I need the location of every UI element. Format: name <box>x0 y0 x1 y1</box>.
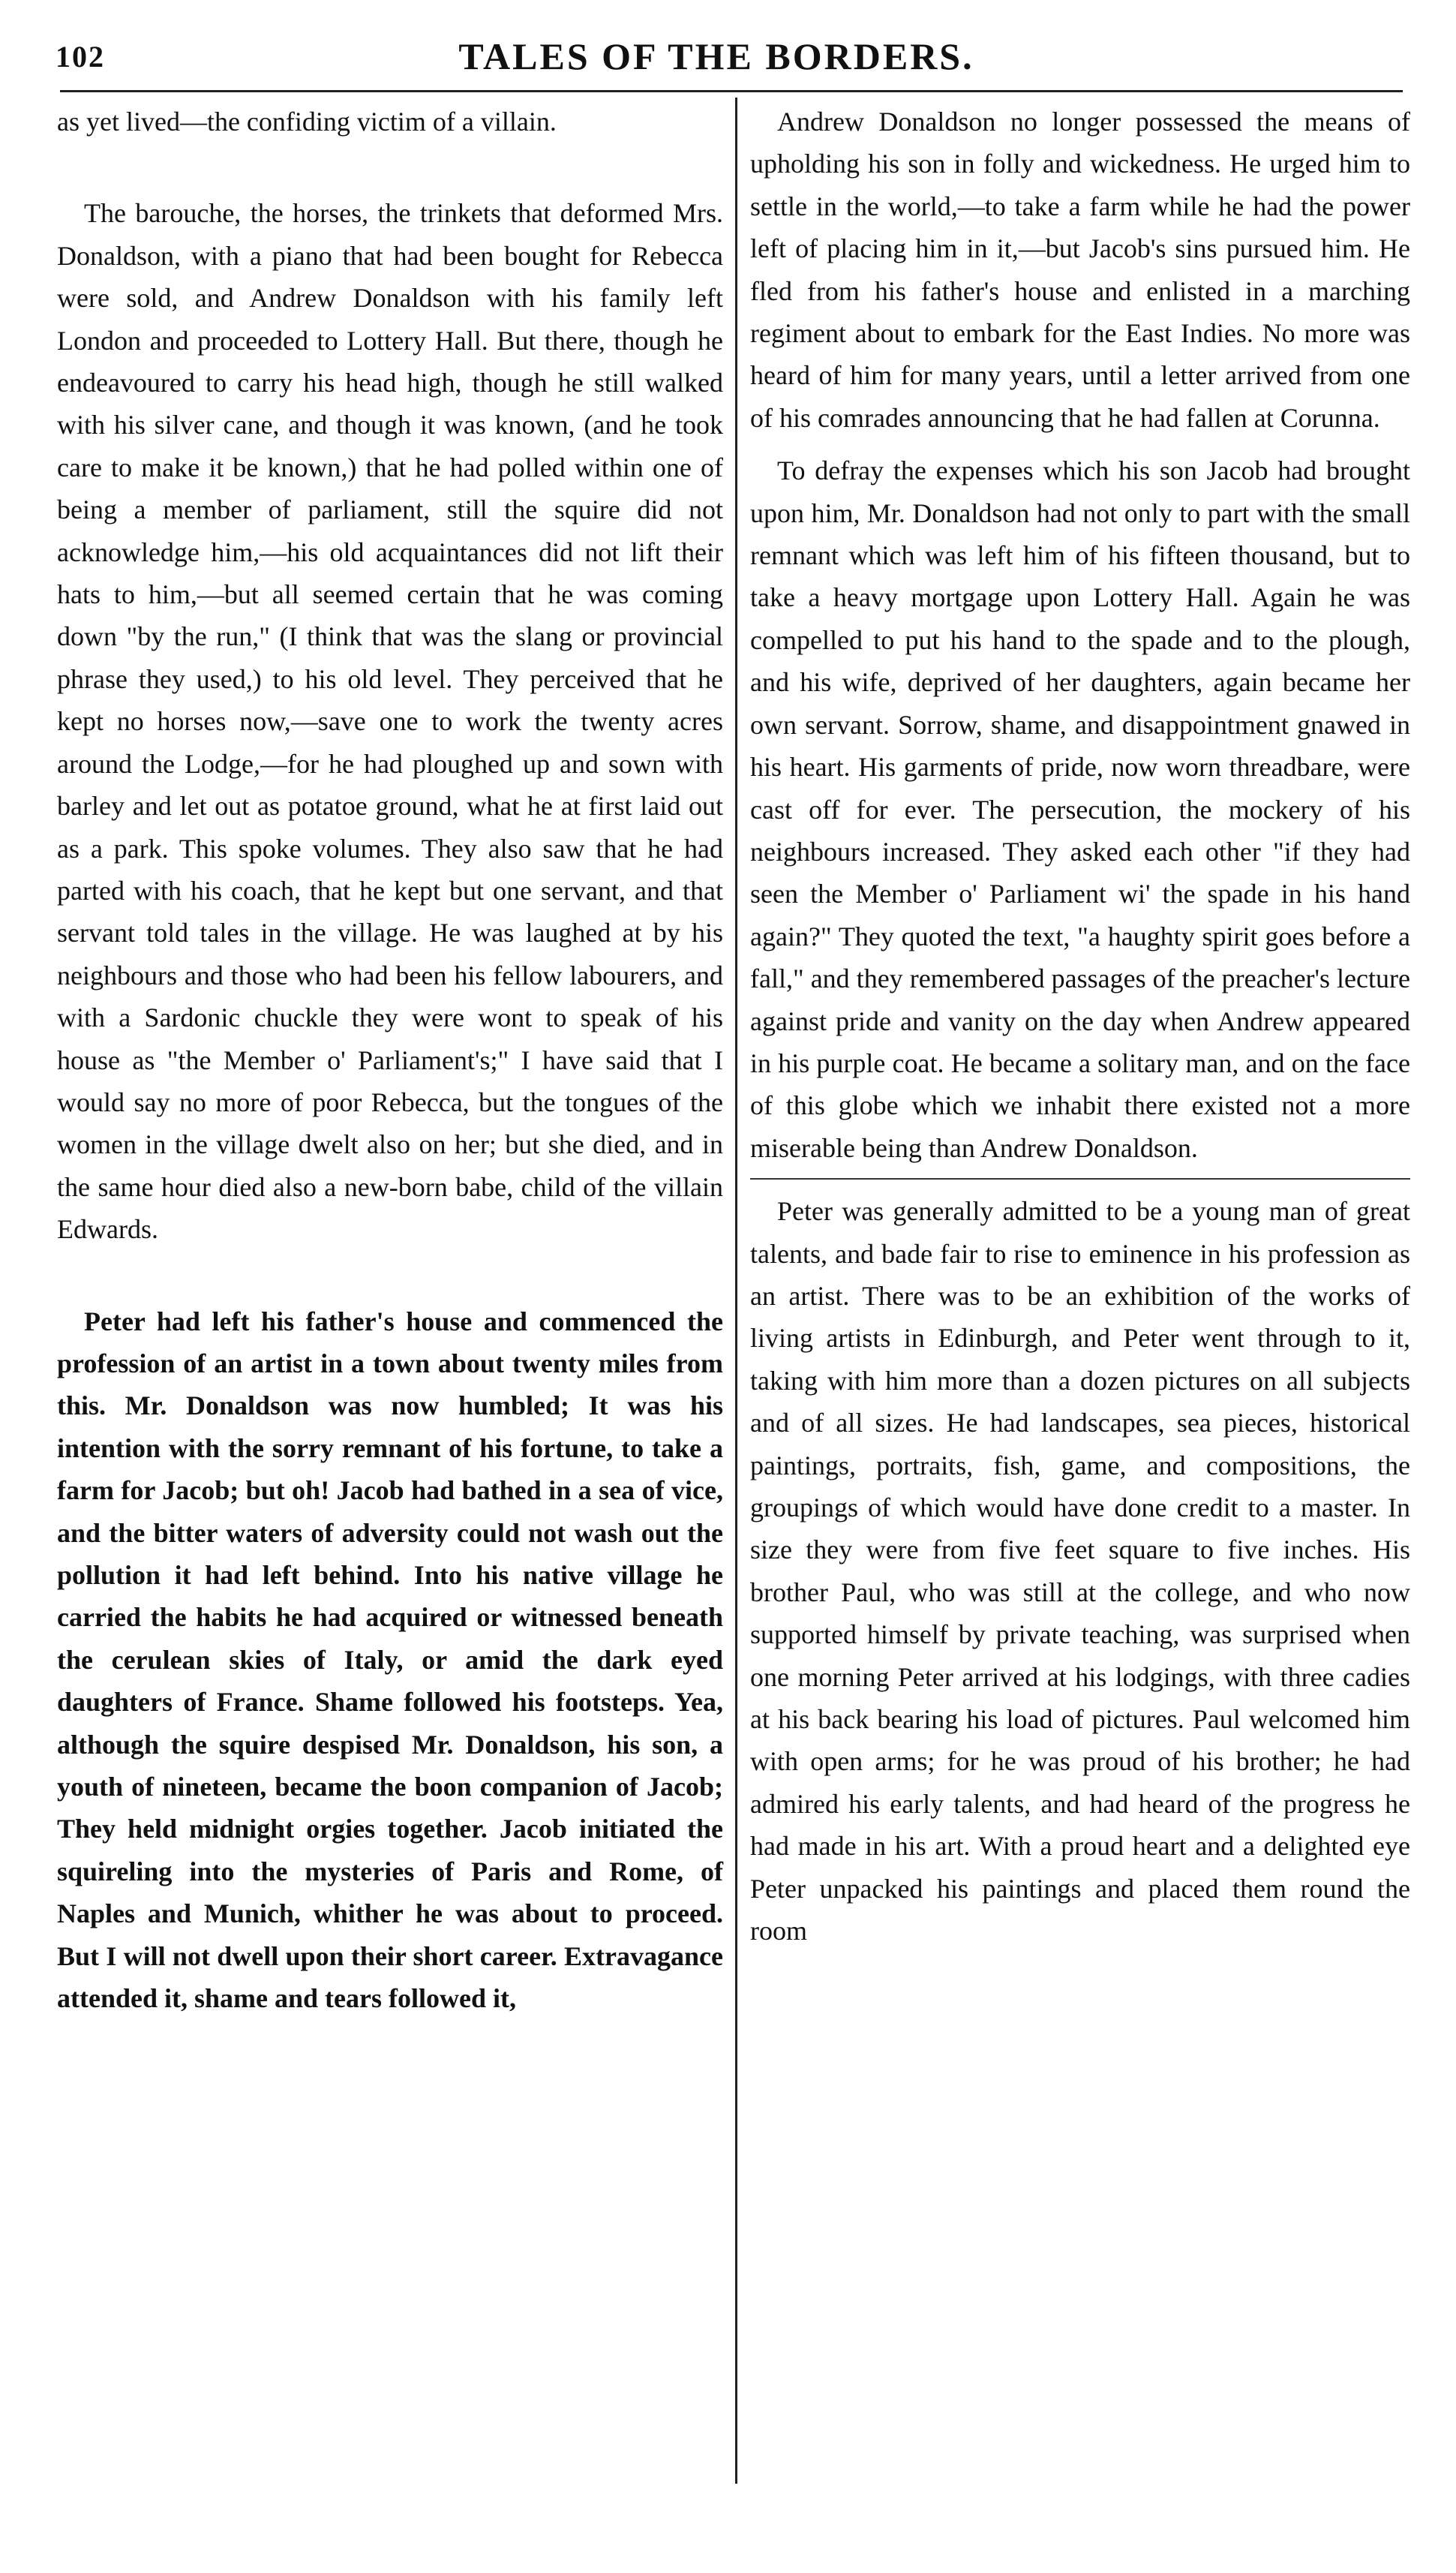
paragraph: To defray the expenses which his son Jacob had brought upon him, Mr. Donaldson had not only to part with the small remnant which was left him of his fifteen thousand, but to take a heavy mortgage upon Lottery Hall. Again he was compelled to put his hand to the spade and to the plough, and his wife, deprived of her daughters, again became her own servant. Sorrow, shame, and disappointment gnawed in his heart. His garments of pride, now worn threadbare, were cast off for ever. The persecution, the mockery of his neighbours increased. They asked each other "if they had seen the Member o' Parliament wi' the spade in his hand again?" They quoted the text, "a haughty spirit goes before a fall," and they remembered passages of the preacher's lecture against pride and vanity on the day when Andrew appeared in his purple coat. He became a solitary man, and on the face of this globe which we inhabit there existed not a more miserable being than Andrew Donaldson. <box>750 455 1410 1163</box>
paragraph: Peter had left his father's house and commenced the profession of an artist in a town about twenty miles from this. Mr. Donaldson was now humbled; It was his intention with the sorry remnant of his fortune, to take a farm for Jacob; but oh! Jacob had bathed in a sea of vice, and the bitter waters of adversity could not wash out the pollution it had left behind. Into his native village he carried the habits he had acquired or witnessed beneath the cerulean skies of Italy, or amid the dark eyed daughters of France. Shame followed his footsteps. Yea, although the squire despised Mr. Donaldson, his son, a youth of nineteen, became the boon companion of Jacob; They held midnight orgies together. Jacob initiated the squireling into the mysteries of Paris and Rome, of Naples and Munich, whither he was about to proceed. But I will not dwell upon their short career. Extravagance attended it, shame and tears followed it, <box>57 1306 723 2014</box>
page-number: 102 <box>56 40 105 74</box>
running-title: TALES OF THE BORDERS. <box>458 35 974 77</box>
running-head <box>30 35 1403 87</box>
paragraph-rule <box>750 1178 1410 1180</box>
left-column <box>57 101 723 2019</box>
paragraph: Andrew Donaldson no longer possessed the means of upholding his son in folly and wickedness. He urged him to settle in the world,—to take a farm while he had the power left of placing him in it,—but Jacob's sins pursued him. He fled from his father's house and enlisted in a marching regiment about to embark for the East Indies. No more was heard of him for many years, until a letter arrived from one of his comrades announcing that he had fallen at Corunna. <box>750 107 1410 433</box>
paragraph: Peter was generally admitted to be a young man of great talents, and bade fair to rise to eminence in his profession as an artist. There was to be an exhibition of the works of living artists in Edinburgh, and Peter went through to it, taking with him more than a dozen pictures on all subjects and of all sizes. He had landscapes, sea pieces, historical paintings, portraits, fish, game, and compositions, the groupings of which would have done credit to a master. In size they were from five feet square to five inches. His brother Paul, who was still at the college, and who now supported himself by private teaching, was surprised when one morning Peter arrived at his lodgings, with three cadies at his back bearing his load of pictures. Paul welcomed him with open arms; for he was proud of his brother; he had admired his early talents, and had heard of the progress he had made in his art. With a proud heart and a delighted eye Peter unpacked his paintings and placed them round the room <box>750 1196 1410 1946</box>
right-column <box>750 101 1410 1952</box>
paragraph: as yet lived—the confiding victim of a villain. <box>57 107 557 137</box>
header-rule <box>60 90 1403 92</box>
paragraph: The barouche, the horses, the trinkets that deformed Mrs. Donaldson, with a piano that had been bought for Rebecca were sold, and Andrew Donaldson with his family left London and proceeded to Lottery Hall. But there, though he endeavoured to carry his head high, though he still walked with his silver cane, and though it was known, (and he took care to make it be known,) that he had polled within one of being a member of parliament, still the squire did not acknowledge him,—his old acquaintances did not lift their hats to him,—but all seemed certain that he was coming down "by the run," (I think that was the slang or provincial phrase they used,) to his old level. They perceived that he kept no horses now,—save one to work the twenty acres around the Lodge,—for he had ploughed up and sown with barley and let out as potatoe ground, what he at first laid out as a park. This spoke volumes. They also saw that he had parted with his coach, that he kept but one servant, and that servant told tales in the village. He was laughed at by his neighbours and those who had been his fellow labourers, and with a Sardonic chuckle they were wont to speak of his house as "the Member o' Parliament's;" I have said that I would say no more of poor Rebecca, but the tongues of the women in the village dwelt also on her; but she died, and in the same hour died also a new-born babe, child of the villain Edwards. <box>57 198 723 1245</box>
column-divider <box>735 98 737 2484</box>
